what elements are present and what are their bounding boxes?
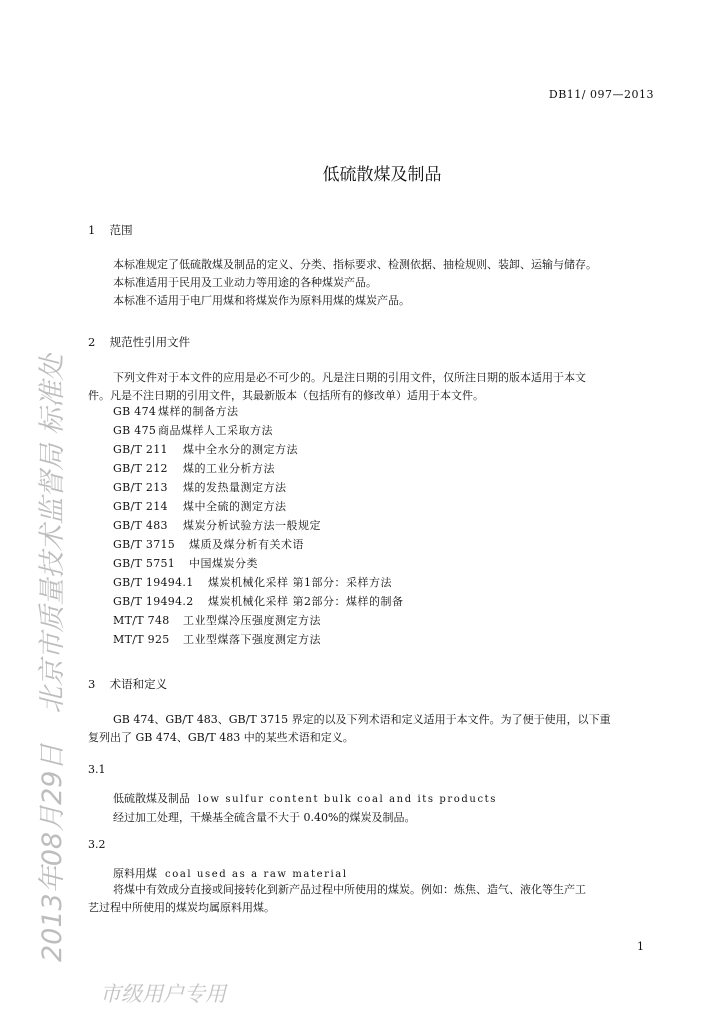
- reference-title: 煤炭机械化采样 第1部分：采样方法: [208, 576, 392, 589]
- reference-item: [113, 592, 404, 611]
- reference-item: [113, 535, 404, 554]
- section-2-body: [88, 369, 660, 405]
- reference-title: 商品煤样人工采取方法: [158, 424, 273, 437]
- reference-title: 煤炭分析试验方法一般规定: [183, 519, 321, 532]
- clause-number: 3.1: [88, 763, 106, 776]
- reference-item: [113, 516, 404, 535]
- paragraph-line: 本标准适用于民用及工业动力等用途的各种煤炭产品。: [113, 276, 377, 289]
- reference-item: [113, 573, 404, 592]
- reference-code: GB/T 19494.1: [113, 576, 194, 589]
- reference-code: GB/T 19494.2: [113, 595, 194, 608]
- reference-code: MT/T 925: [113, 633, 170, 646]
- reference-code: GB 474: [113, 405, 157, 418]
- reference-item: [113, 440, 404, 459]
- page-number: 1: [637, 940, 644, 953]
- reference-code: GB/T 211: [113, 443, 168, 456]
- watermark-organization: 北京市质量技术监督局 标准处: [37, 353, 68, 714]
- term-definition: [88, 881, 660, 917]
- reference-item: [113, 478, 404, 497]
- section-1-body: [88, 256, 660, 310]
- reference-title: 煤质及煤分析有关术语: [189, 538, 304, 551]
- reference-item: [113, 497, 404, 516]
- term-name-cn: 低硫散煤及制品: [113, 792, 190, 805]
- reference-title: 煤样的制备方法: [158, 405, 239, 418]
- section-number: 2: [88, 335, 96, 349]
- reference-code: GB 475: [113, 424, 157, 437]
- section-title: 范围: [109, 223, 133, 237]
- reference-title: 煤中全硫的测定方法: [183, 500, 287, 513]
- section-3-heading: [88, 676, 167, 692]
- document-code: DB11/ 097—2013: [548, 88, 654, 101]
- reference-title: 煤的发热量测定方法: [183, 481, 287, 494]
- paragraph-line: 将煤中有效成分直接或间接转化到新产品过程中所使用的煤炭。例如：炼焦、造气、液化等生产工: [113, 883, 586, 896]
- reference-item: [113, 611, 404, 630]
- reference-code: GB/T 5751: [113, 557, 176, 570]
- paragraph-line: GB 474、GB/T 483、GB/T 3715 界定的以及下列术语和定义适用于本文件。为了便于使用，以下重: [113, 713, 611, 726]
- section-title: 术语和定义: [109, 677, 168, 691]
- section-2-heading: [88, 334, 190, 350]
- term-name: [113, 790, 497, 806]
- reference-code: MT/T 748: [113, 614, 170, 627]
- reference-code: GB/T 213: [113, 481, 168, 494]
- paragraph-line: 下列文件对于本文件的应用是必不可少的。凡是注日期的引用文件，仅所注日期的版本适用于本文: [113, 371, 586, 384]
- reference-item: [113, 459, 404, 478]
- reference-code: GB/T 3715: [113, 538, 176, 551]
- side-watermark: [30, 354, 69, 962]
- reference-item: [113, 421, 404, 440]
- section-title: 规范性引用文件: [109, 335, 191, 349]
- term-definition: 经过加工处理，干燥基全硫含量不大于 0.40%的煤炭及制品。: [113, 811, 416, 824]
- clause-number: 3.2: [88, 838, 106, 851]
- section-number: 3: [88, 677, 96, 691]
- reference-title: 煤炭机械化采样 第2部分：煤样的制备: [208, 595, 404, 608]
- paragraph-line: 本标准规定了低硫散煤及制品的定义、分类、指标要求、检测依据、抽检规则、装卸、运输与储存。: [113, 258, 597, 271]
- reference-title: 煤的工业分析方法: [183, 462, 275, 475]
- reference-code: GB/T 214: [113, 500, 168, 513]
- term-name-en: coal used as a raw material: [165, 869, 348, 880]
- reference-code: GB/T 483: [113, 519, 168, 532]
- reference-item: [113, 554, 404, 573]
- document-title: 低硫散煤及制品: [322, 165, 442, 185]
- paragraph-line: 件。凡是不注日期的引用文件，其最新版本（包括所有的修改单）适用于本文件。: [88, 389, 484, 402]
- section-1-heading: [88, 222, 133, 238]
- section-3-body: [88, 711, 660, 747]
- reference-title: 煤中全水分的测定方法: [183, 443, 298, 456]
- watermark-date: 2013年08月29日: [37, 743, 68, 962]
- term-name: [113, 865, 348, 881]
- reference-item: [113, 402, 404, 421]
- term-name-cn: 原料用煤: [113, 867, 157, 880]
- reference-title: 工业型煤落下强度测定方法: [183, 633, 321, 646]
- reference-code: GB/T 212: [113, 462, 168, 475]
- paragraph-line: 艺过程中所使用的煤炭均属原料用煤。: [88, 901, 275, 914]
- term-name-en: low sulfur content bulk coal and its products: [198, 794, 498, 805]
- section-number: 1: [88, 223, 96, 237]
- normative-reference-list: [113, 402, 404, 649]
- paragraph-line: 本标准不适用于电厂用煤和将煤炭作为原料用煤的煤炭产品。: [113, 294, 410, 307]
- bottom-watermark: 市级用户专用: [100, 982, 226, 1006]
- reference-title: 中国煤炭分类: [189, 557, 258, 570]
- reference-title: 工业型煤冷压强度测定方法: [183, 614, 321, 627]
- paragraph-line: 复列出了 GB 474、GB/T 483 中的某些术语和定义。: [88, 731, 354, 744]
- reference-item: [113, 630, 404, 649]
